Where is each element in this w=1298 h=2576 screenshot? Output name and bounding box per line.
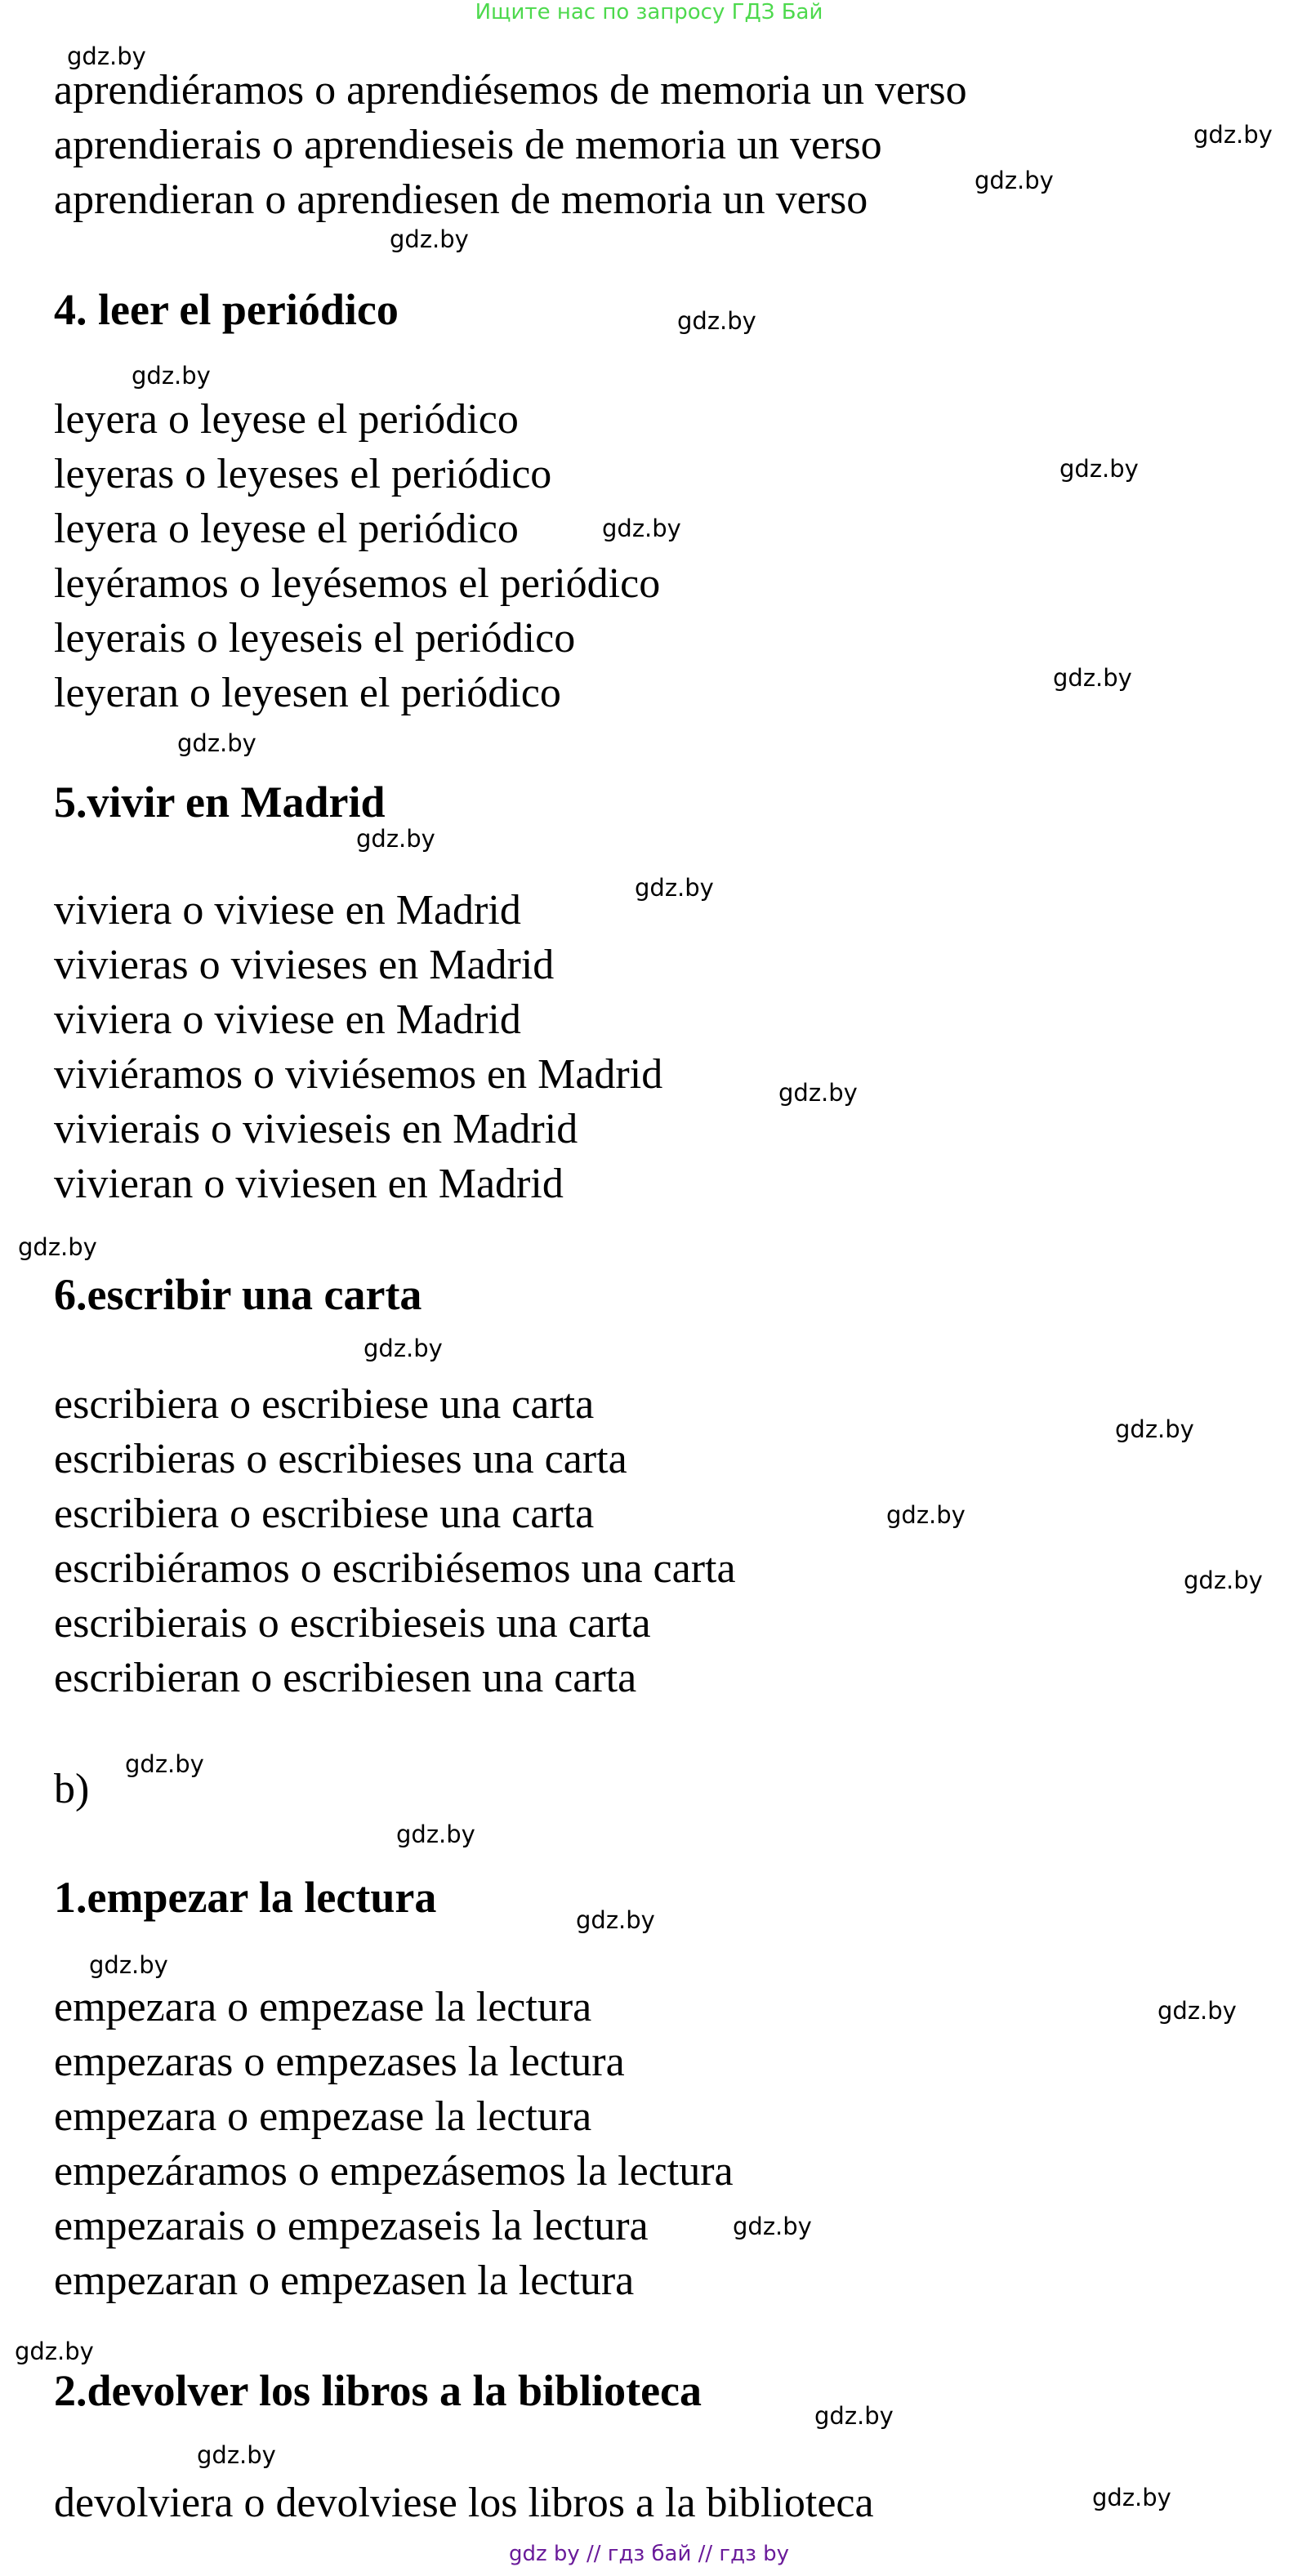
footer-links: gdz by // гдз бай // гдз by [508, 2542, 790, 2566]
text-line: leyeran o leyesen el periódico [54, 670, 561, 716]
watermark: gdz.by [733, 2213, 812, 2240]
text-line: vivieras o vivieses en Madrid [54, 942, 555, 988]
text-line: viviéramos o viviésemos en Madrid [54, 1051, 663, 1098]
text-line: vivieran o viviesen en Madrid [54, 1161, 564, 1207]
text-line: escribieras o escribieses una carta [54, 1436, 627, 1482]
text-line: escribierais o escribieseis una carta [54, 1600, 651, 1647]
watermark: gdz.by [390, 225, 469, 253]
watermark: gdz.by [1157, 1997, 1237, 2025]
watermark: gdz.by [635, 874, 714, 902]
watermark: gdz.by [677, 307, 756, 335]
text-line: devolviera o devolviese los libros a la biblioteca [54, 2480, 874, 2526]
watermark: gdz.by [975, 167, 1054, 194]
watermark: gdz.by [125, 1750, 204, 1778]
watermark: gdz.by [886, 1501, 966, 1529]
text-line: empezáramos o empezásemos la lectura [54, 2148, 734, 2195]
section-heading: 2.devolver los libros a la biblioteca [54, 2366, 703, 2415]
watermark: gdz.by [67, 42, 146, 70]
text-line: vivierais o vivieseis en Madrid [54, 1106, 578, 1152]
watermark: gdz.by [132, 362, 211, 390]
watermark: gdz.by [1115, 1415, 1194, 1443]
section-heading: 5.vivir en Madrid [54, 778, 386, 827]
watermark: gdz.by [1053, 664, 1132, 692]
watermark: gdz.by [364, 1335, 443, 1362]
top-banner: Ищите нас по запросу ГДЗ Бай [475, 0, 823, 25]
text-line: viviera o viviese en Madrid [54, 996, 521, 1043]
watermark: gdz.by [1184, 1567, 1263, 1594]
text-line: leyera o leyese el periódico [54, 396, 519, 443]
text-line: escribieran o escribiesen una carta [54, 1655, 637, 1701]
text-line: leyera o leyese el periódico [54, 506, 519, 552]
watermark: gdz.by [1092, 2484, 1171, 2511]
text-line: leyeras o leyeses el periódico [54, 451, 552, 497]
watermark: gdz.by [177, 729, 256, 757]
watermark: gdz.by [396, 1821, 475, 1848]
watermark: gdz.by [15, 2338, 94, 2365]
text-line: escribiéramos o escribiésemos una carta [54, 1545, 736, 1592]
text-line: empezaras o empezases la lectura [54, 2039, 625, 2085]
part-label: b) [54, 1766, 90, 1812]
section-heading: 1.empezar la lectura [54, 1873, 437, 1922]
text-line: aprendieran o aprendiesen de memoria un verso [54, 176, 868, 223]
watermark: gdz.by [356, 825, 435, 853]
text-line: empezarais o empezaseis la lectura [54, 2203, 649, 2249]
text-line: empezaran o empezasen la lectura [54, 2257, 635, 2304]
text-line: viviera o viviese en Madrid [54, 887, 521, 934]
text-line: empezara o empezase la lectura [54, 2093, 592, 2140]
watermark: gdz.by [1193, 121, 1273, 149]
section-heading: 6.escribir una carta [54, 1270, 422, 1319]
text-line: leyéramos o leyésemos el periódico [54, 560, 661, 607]
text-line: escribiera o escribiese una carta [54, 1491, 595, 1537]
watermark: gdz.by [197, 2441, 276, 2469]
watermark: gdz.by [89, 1951, 168, 1979]
watermark: gdz.by [778, 1079, 858, 1107]
text-line: aprendiéramos o aprendiésemos de memoria un verso [54, 67, 967, 114]
section-heading: 4. leer el periódico [54, 285, 399, 334]
text-line: leyerais o leyeseis el periódico [54, 615, 576, 662]
watermark: gdz.by [602, 515, 681, 542]
text-line: aprendierais o aprendieseis de memoria un verso [54, 122, 882, 168]
watermark: gdz.by [814, 2402, 894, 2430]
watermark: gdz.by [1059, 455, 1139, 483]
text-line: empezara o empezase la lectura [54, 1984, 592, 2030]
watermark: gdz.by [18, 1233, 97, 1261]
text-line: escribiera o escribiese una carta [54, 1381, 595, 1428]
watermark: gdz.by [576, 1906, 655, 1934]
